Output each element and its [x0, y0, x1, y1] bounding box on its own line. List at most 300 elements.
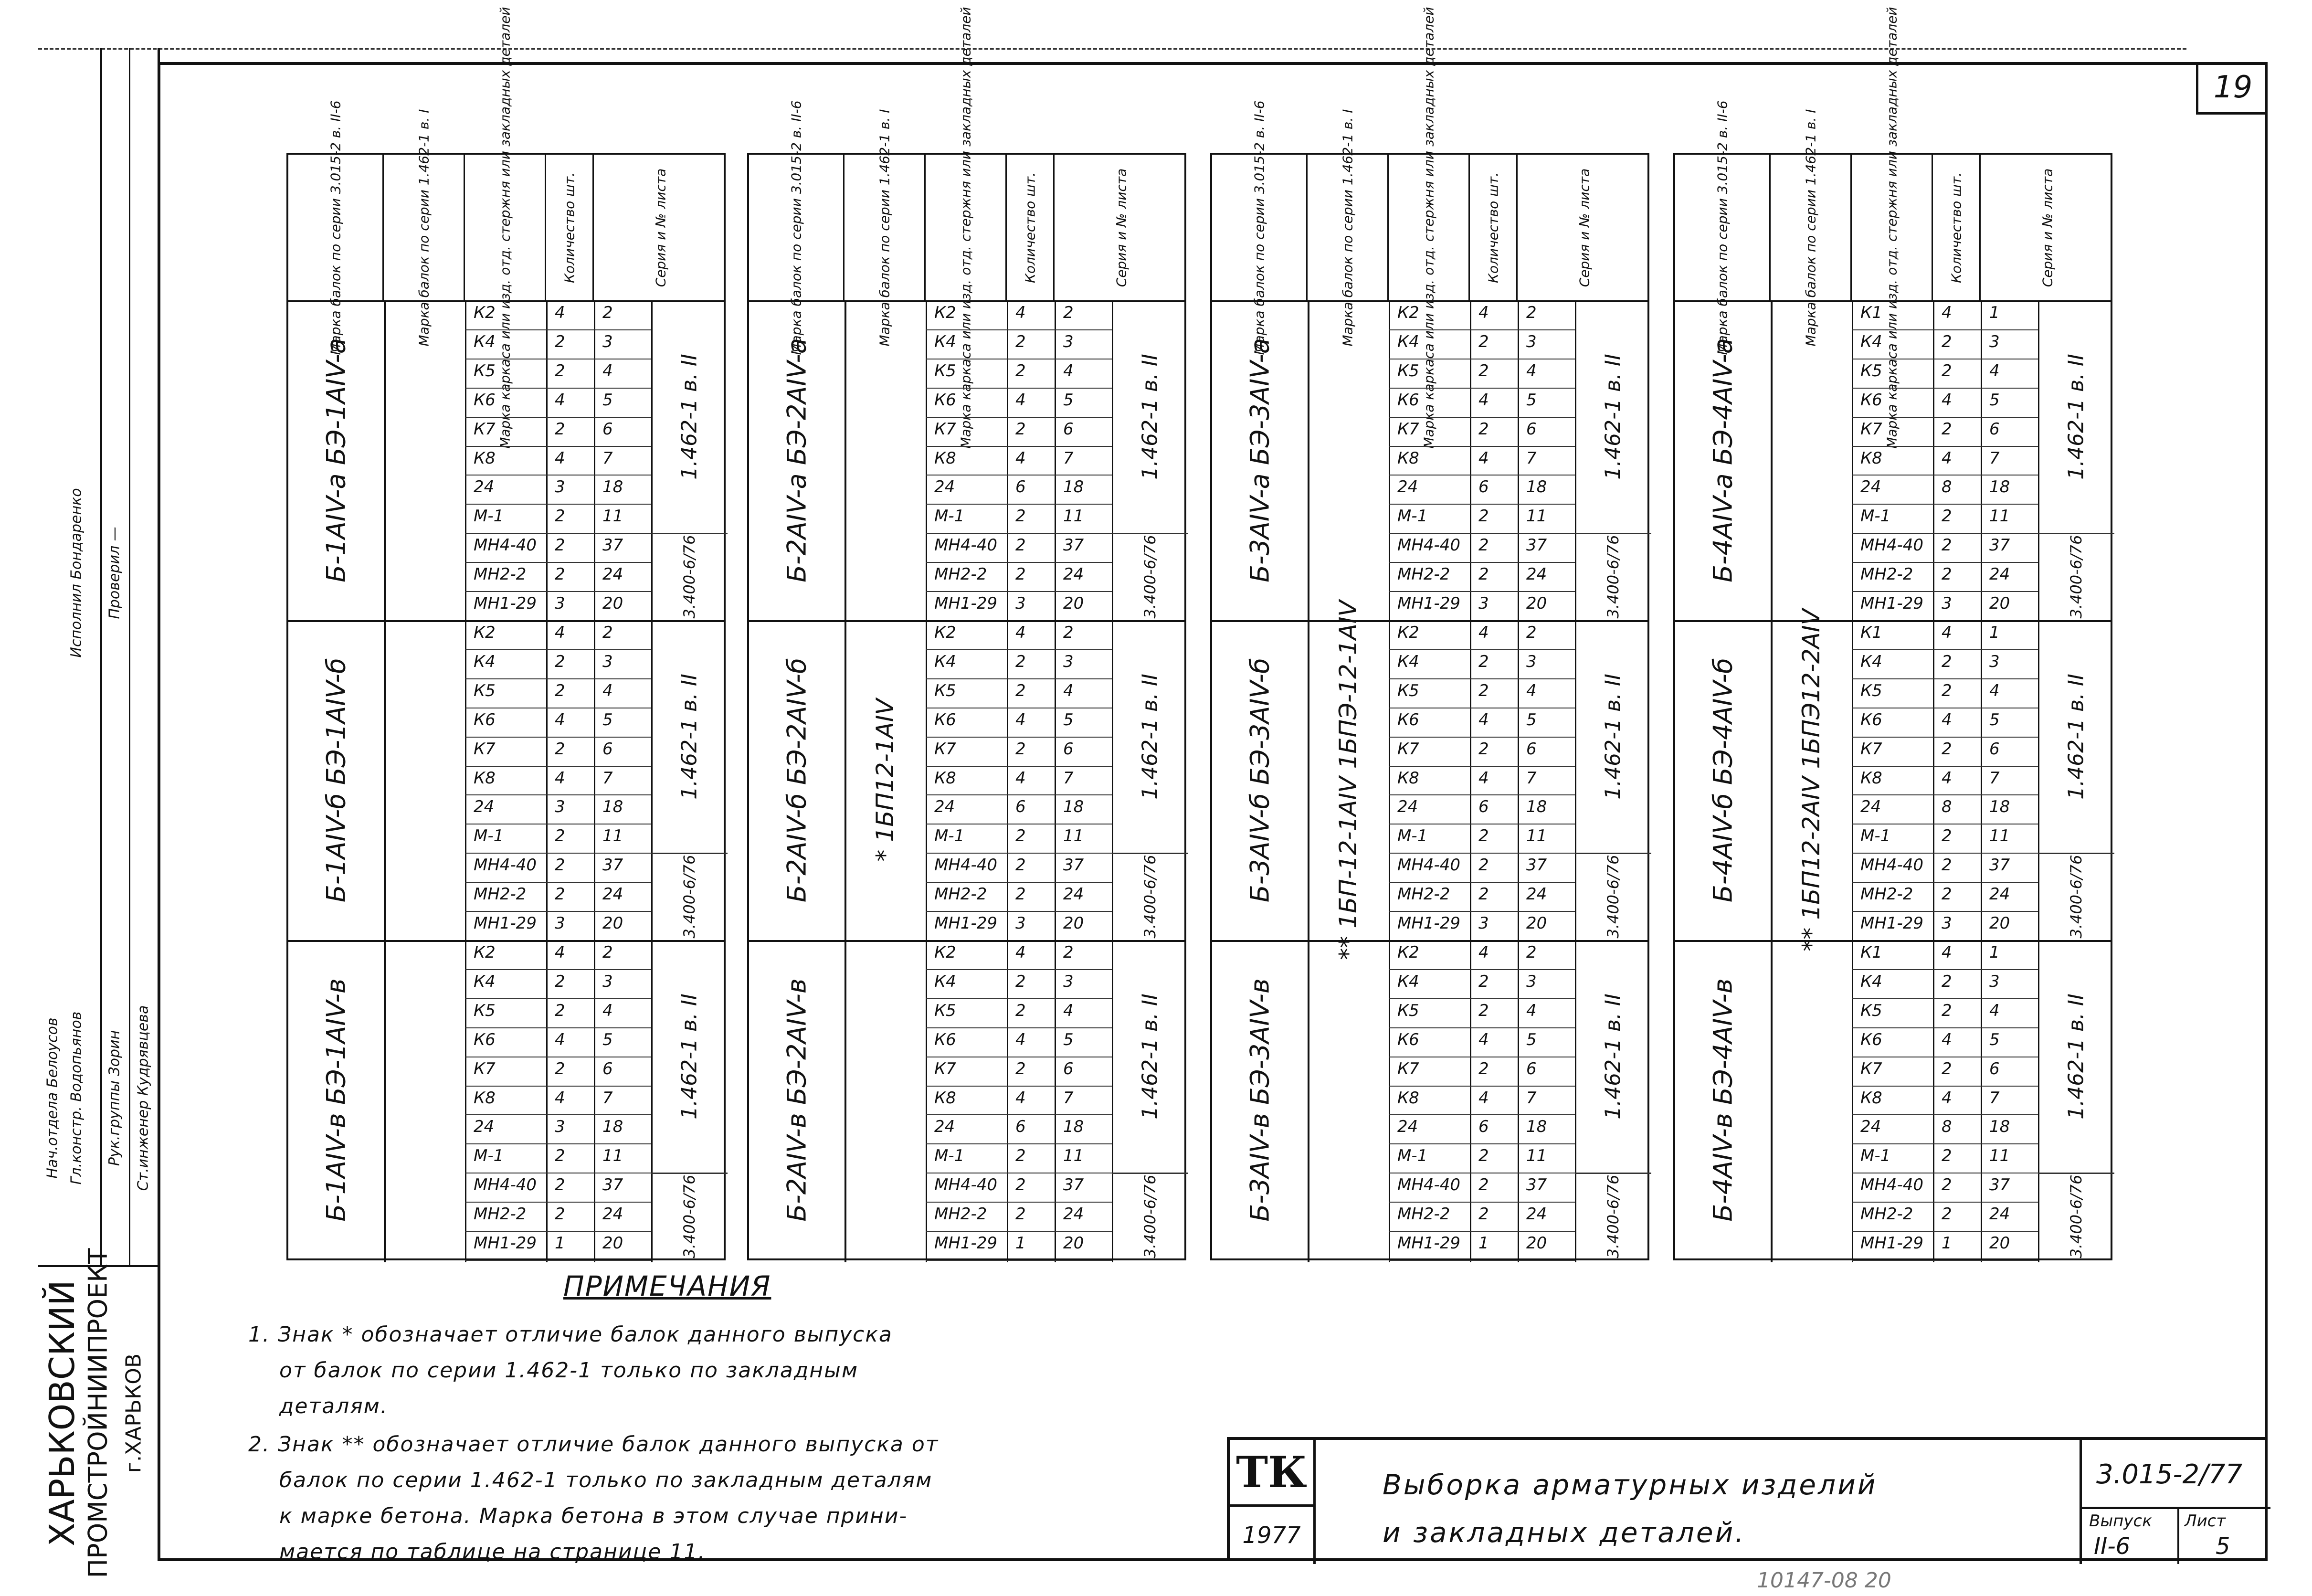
row-rule — [926, 911, 1112, 912]
row-rule — [926, 794, 1112, 795]
note-line-2: от балок по серии 1.462-1 только по закладным — [279, 1358, 859, 1383]
table-cell: 2 — [555, 1001, 565, 1020]
row-rule — [1389, 1086, 1575, 1087]
table-cell: 11 — [1063, 1146, 1084, 1166]
row-rule — [465, 1231, 651, 1232]
column-rule — [465, 300, 466, 1262]
column-rule — [1575, 300, 1576, 1262]
table-cell: 4 — [1942, 768, 1952, 788]
row-rule — [1852, 1086, 2038, 1087]
table-cell: 2 — [555, 739, 565, 759]
row-rule — [926, 998, 1112, 999]
table-cell: 5 — [1063, 390, 1074, 410]
table-cell: 3 — [1478, 594, 1489, 613]
group-separator — [749, 620, 1184, 622]
table-cell: МН2-2 — [1397, 1205, 1450, 1224]
group-separator — [1675, 940, 2111, 942]
row-rule — [1852, 562, 2038, 563]
table-cell: 4 — [1015, 710, 1026, 729]
table-cell: К8 — [1860, 448, 1882, 468]
header-text: Марка балок по серии 1.462-1 в. I — [1802, 109, 1818, 346]
row-rule — [1389, 1231, 1575, 1232]
table-cell: 24 — [1063, 885, 1084, 904]
table-cell: М-1 — [934, 1146, 965, 1166]
row-rule — [465, 417, 651, 418]
table-cell: К2 — [474, 943, 496, 962]
row-rule — [465, 853, 651, 854]
table-cell: 18 — [602, 797, 623, 817]
table-cell: 2 — [1942, 1146, 1952, 1166]
table-cell: 6 — [1526, 1059, 1537, 1078]
table-cell: 4 — [1015, 1030, 1026, 1049]
ref-rule — [2038, 1173, 2114, 1174]
header-text: Марка балок по серии 1.462-1 в. I — [876, 109, 892, 346]
table-cell: К6 — [934, 710, 956, 729]
row-rule — [926, 882, 1112, 883]
column-rule — [594, 300, 595, 1262]
title-line-2: и закладных деталей. — [1383, 1516, 1746, 1549]
table-cell: 24 — [1397, 797, 1418, 817]
table-cell: К8 — [1860, 1088, 1882, 1108]
table-cell: 4 — [555, 710, 565, 729]
row-rule — [465, 794, 651, 795]
table-cell: 6 — [1015, 797, 1026, 817]
header-text: Серия и № листа — [1113, 168, 1130, 287]
table-cell: 24 — [1989, 885, 2010, 904]
table-cell: М-1 — [1860, 1146, 1891, 1166]
doc-info-divider — [2082, 1507, 2270, 1509]
table-cell: К7 — [474, 1059, 496, 1078]
table-cell: 2 — [1015, 507, 1026, 526]
column-rule — [926, 300, 927, 1262]
table-cell: 20 — [1989, 914, 2010, 933]
table-cell: МН2-2 — [1397, 885, 1450, 904]
row-rule — [1852, 998, 2038, 999]
row-rule — [1852, 1260, 2038, 1261]
column-rule — [1981, 300, 1982, 1262]
table-cell: 2 — [555, 1146, 565, 1166]
row-rule — [1389, 533, 1575, 534]
header-cell — [1055, 155, 1188, 300]
series-ref-extra: 3.400-6/76 — [1604, 1174, 1622, 1258]
ref-rule — [651, 853, 728, 854]
header-text: Марка каркаса или изд. отд. стержня или закладных деталей — [957, 6, 973, 449]
table-cell: К5 — [474, 361, 496, 381]
table-cell: 2 — [1478, 856, 1489, 875]
table-cell: 2 — [1478, 826, 1489, 846]
series-1462-note: ** 1БП12-2АIV 1БПЭ12-2АIV — [1797, 609, 1825, 951]
row-rule — [1389, 475, 1575, 476]
issue-label: Выпуск — [2089, 1511, 2152, 1531]
table-cell: 3 — [1526, 972, 1537, 991]
table-cell: 2 — [1478, 1059, 1489, 1078]
year: 1977 — [1230, 1507, 1316, 1564]
table-cell: К6 — [474, 1030, 496, 1049]
table-cell: 3 — [555, 477, 565, 497]
table-cell: 6 — [1015, 477, 1026, 497]
table-cell: 2 — [1015, 1205, 1026, 1224]
table-cell: МН1-29 — [474, 594, 537, 613]
table-cell: МН2-2 — [1860, 1205, 1913, 1224]
table-cell: МН4-40 — [1397, 856, 1461, 875]
table-cell: 11 — [1989, 1146, 2010, 1166]
group-separator — [288, 940, 724, 942]
table-cell: МН4-40 — [934, 856, 998, 875]
note-line-3: деталям. — [279, 1394, 388, 1418]
header-text: Марка балок по серии 1.462-1 в. I — [415, 109, 432, 346]
row-rule — [1389, 737, 1575, 738]
table-cell: 5 — [1063, 1030, 1074, 1049]
table-cell: 6 — [1478, 477, 1489, 497]
row-rule — [926, 562, 1112, 563]
series-ref-extra: 3.400-6/76 — [1141, 855, 1159, 939]
row-rule — [1852, 737, 2038, 738]
beam-mark: Б-4АIV-б БЭ-4АIV-б — [1708, 657, 1738, 903]
column-rule — [2038, 300, 2039, 1262]
table-cell: 37 — [1063, 856, 1084, 875]
table-cell: 24 — [1989, 1205, 2010, 1224]
table-cell: К6 — [474, 710, 496, 729]
table-cell: 2 — [1478, 652, 1489, 671]
row-rule — [926, 969, 1112, 970]
row-rule — [1389, 1027, 1575, 1028]
table-cell: 2 — [1015, 826, 1026, 846]
table-cell: 20 — [1063, 914, 1084, 933]
table-cell: К5 — [1397, 681, 1419, 700]
table-cell: К5 — [1397, 1001, 1419, 1020]
group-separator — [288, 620, 724, 622]
row-rule — [465, 1027, 651, 1028]
header-cell — [1675, 100, 1771, 355]
table-cell: 11 — [602, 1146, 623, 1166]
table-cell: 18 — [1526, 797, 1547, 817]
sheet-number: 19 — [2196, 62, 2268, 115]
table-cell: 4 — [1942, 943, 1952, 962]
stamp-row-2: Гл.констр. Водопьянов — [68, 1011, 85, 1185]
table-cell: К7 — [1397, 739, 1419, 759]
table-cell: 4 — [1015, 1088, 1026, 1108]
table-cell: 18 — [1989, 797, 2010, 817]
table-cell: 5 — [602, 390, 613, 410]
table-cell: 2 — [1942, 826, 1952, 846]
table-cell: 11 — [602, 826, 623, 846]
table-cell: МН1-29 — [934, 594, 998, 613]
table-cell: 3 — [1063, 652, 1074, 671]
row-rule — [465, 591, 651, 592]
table-cell: К7 — [1860, 1059, 1882, 1078]
table-cell: К2 — [1397, 943, 1419, 962]
table-cell: 24 — [1063, 565, 1084, 584]
beam-mark: Б-1АIV-а БЭ-1АIV-а — [321, 338, 351, 583]
row-rule — [465, 1260, 651, 1261]
table-cell: 4 — [555, 390, 565, 410]
org-name-line2: ПРОМСТРОЙНИИПРОЕКТ — [83, 1248, 113, 1578]
table-cell: 24 — [602, 565, 623, 584]
table-cell: 2 — [602, 943, 613, 962]
table-cell: 3 — [1989, 332, 2000, 351]
table-cell: 2 — [1015, 1146, 1026, 1166]
row-rule — [926, 766, 1112, 767]
table-block-4 — [1673, 6, 2112, 1260]
table-cell: 2 — [1015, 1175, 1026, 1195]
column-rule — [845, 300, 846, 1262]
table-cell: К2 — [474, 303, 496, 322]
row-rule — [926, 737, 1112, 738]
table-cell: 2 — [1015, 361, 1026, 381]
row-rule — [1389, 1260, 1575, 1261]
header-cell — [1933, 155, 1981, 300]
series-ref-extra: 3.400-6/76 — [680, 855, 698, 939]
table-cell: 2 — [555, 681, 565, 700]
column-rule — [1007, 300, 1008, 1262]
ref-rule — [651, 1173, 728, 1174]
table-cell: К2 — [934, 303, 956, 322]
header-text: Марка каркаса или изд. отд. стержня или закладных деталей — [1883, 6, 1900, 449]
table-cell: 2 — [1942, 885, 1952, 904]
table-cell: 2 — [1478, 681, 1489, 700]
table-cell: 2 — [1942, 681, 1952, 700]
table-cell: 4 — [1478, 303, 1489, 322]
table-cell: 6 — [602, 419, 613, 439]
table-cell: 24 — [1526, 1205, 1547, 1224]
table-cell: К5 — [474, 681, 496, 700]
table-cell: 4 — [602, 1001, 613, 1020]
table-cell: 1 — [1989, 943, 2000, 962]
ref-rule — [651, 533, 728, 534]
row-rule — [1852, 766, 2038, 767]
table-cell: К4 — [934, 332, 956, 351]
header-cell — [845, 109, 926, 346]
table-cell: 6 — [1063, 419, 1074, 439]
table-cell: 8 — [1942, 797, 1952, 817]
table-cell: 18 — [602, 1117, 623, 1137]
beam-mark: Б-3АIV-в БЭ-3АIV-в — [1245, 978, 1275, 1222]
table-cell: 3 — [555, 594, 565, 613]
table-cell: 5 — [602, 1030, 613, 1049]
table-cell: 24 — [1063, 1205, 1084, 1224]
table-cell: М-1 — [474, 826, 504, 846]
table-cell: 4 — [1063, 681, 1074, 700]
table-cell: М-1 — [1860, 507, 1891, 526]
stamp-divider-2 — [129, 48, 130, 1265]
issue-value: II-6 — [2094, 1533, 2131, 1560]
table-cell: МН4-40 — [474, 1175, 537, 1195]
table-cell: 4 — [555, 623, 565, 642]
note-line-1: 1. Знак * обозначает отличие балок данного выпуска — [248, 1322, 893, 1347]
table-cell: К4 — [1860, 332, 1882, 351]
table-cell: 24 — [602, 885, 623, 904]
table-cell: 3 — [1478, 914, 1489, 933]
table-cell: К7 — [1860, 419, 1882, 439]
table-cell: 6 — [1015, 1117, 1026, 1137]
table-cell: 4 — [1478, 943, 1489, 962]
header-text: Количество шт. — [561, 172, 577, 283]
row-rule — [1389, 388, 1575, 389]
header-rule — [1212, 300, 1647, 302]
table-cell: МН4-40 — [474, 856, 537, 875]
table-cell: К6 — [1860, 1030, 1882, 1049]
note-line-4: 2. Знак ** обозначает отличие балок данного выпуска от — [248, 1432, 939, 1457]
table-cell: К5 — [1860, 681, 1882, 700]
table-cell: 24 — [474, 477, 495, 497]
row-rule — [926, 1027, 1112, 1028]
row-rule — [465, 504, 651, 505]
header-text: Серия и № листа — [653, 168, 669, 287]
table-cell: 2 — [1942, 361, 1952, 381]
table-cell: 4 — [1942, 303, 1952, 322]
top-border — [38, 48, 2186, 50]
table-cell: 2 — [555, 536, 565, 555]
table-cell: 24 — [1860, 797, 1881, 817]
table-cell: К8 — [1397, 1088, 1419, 1108]
table-cell: 20 — [602, 1234, 623, 1253]
stamp-row-1: Нач.отдела Белоусов — [44, 1017, 61, 1179]
beam-mark: Б-1АIV-в БЭ-1АIV-в — [321, 978, 351, 1222]
beam-mark: Б-4АIV-а БЭ-4АIV-а — [1708, 338, 1738, 583]
org-name-line1: ХАРЬКОВСКИЙ — [42, 1280, 82, 1546]
table-cell: 2 — [555, 1175, 565, 1195]
table-cell: 2 — [1478, 419, 1489, 439]
row-rule — [926, 504, 1112, 505]
header-cell — [1771, 109, 1852, 346]
table-cell: К8 — [1397, 448, 1419, 468]
table-cell: 2 — [1526, 623, 1537, 642]
header-text: Серия и № листа — [1576, 168, 1593, 287]
table-cell: 18 — [1063, 477, 1084, 497]
header-text: Марка балок по серии 1.462-1 в. I — [1339, 109, 1355, 346]
table-cell: 2 — [1478, 332, 1489, 351]
table-cell: К4 — [1397, 332, 1419, 351]
group-separator — [1675, 620, 2111, 622]
series-ref-extra: 3.400-6/76 — [680, 1174, 698, 1258]
table-cell: МН2-2 — [474, 565, 527, 584]
table-cell: 2 — [1942, 1175, 1952, 1195]
table-cell: 7 — [602, 448, 613, 468]
table-cell: К8 — [934, 448, 956, 468]
bottom-code: 10147-08 20 — [1757, 1568, 1891, 1593]
column-rule — [1389, 300, 1390, 1262]
row-rule — [1389, 591, 1575, 592]
table-cell: 37 — [602, 1175, 623, 1195]
table-cell: 2 — [1942, 419, 1952, 439]
row-rule — [465, 533, 651, 534]
table-cell: 4 — [1015, 448, 1026, 468]
doc-code: 3.015-2/77 — [2096, 1459, 2243, 1490]
row-rule — [1852, 911, 2038, 912]
table-cell: М-1 — [1860, 826, 1891, 846]
table-cell: 3 — [1942, 594, 1952, 613]
table-cell: 4 — [1478, 1088, 1489, 1108]
table-cell: 18 — [1989, 1117, 2010, 1137]
table-cell: К6 — [934, 390, 956, 410]
table-cell: М-1 — [474, 1146, 504, 1166]
row-rule — [1852, 417, 2038, 418]
header-cell — [1007, 155, 1055, 300]
table-cell: МН2-2 — [934, 1205, 987, 1224]
column-rule — [1112, 300, 1113, 1262]
column-rule — [1055, 300, 1056, 1262]
table-cell: 5 — [1526, 1030, 1537, 1049]
table-cell: 6 — [1478, 1117, 1489, 1137]
table-cell: 24 — [602, 1205, 623, 1224]
row-rule — [1389, 562, 1575, 563]
table-cell: 4 — [555, 1030, 565, 1049]
table-cell: 2 — [1942, 536, 1952, 555]
table-cell: 24 — [474, 797, 495, 817]
header-cell — [1308, 109, 1389, 346]
table-cell: К7 — [1397, 419, 1419, 439]
series-ref: 1.462-1 в. II — [1138, 993, 1162, 1120]
table-cell: 24 — [934, 477, 955, 497]
row-rule — [465, 649, 651, 650]
series-ref: 1.462-1 в. II — [1601, 993, 1626, 1120]
table-cell: 2 — [555, 856, 565, 875]
title-line-1: Выборка арматурных изделий — [1383, 1469, 1878, 1501]
ref-rule — [2038, 853, 2114, 854]
table-cell: К6 — [1397, 390, 1419, 410]
table-cell: 24 — [1860, 477, 1881, 497]
table-cell: 37 — [1526, 536, 1547, 555]
row-rule — [1389, 794, 1575, 795]
table-cell: 4 — [1942, 390, 1952, 410]
table-cell: 2 — [1015, 1059, 1026, 1078]
column-rule — [1933, 300, 1934, 1262]
table-cell: К1 — [1860, 623, 1882, 642]
table-cell: 24 — [1397, 1117, 1418, 1137]
row-rule — [1852, 1143, 2038, 1144]
notes-title: ПРИМЕЧАНИЯ — [563, 1270, 771, 1302]
ref-rule — [1112, 853, 1188, 854]
table-cell: 5 — [1526, 390, 1537, 410]
table-cell: 18 — [1063, 797, 1084, 817]
table-cell: К2 — [934, 623, 956, 642]
table-cell: К4 — [1860, 652, 1882, 671]
table-cell: МН4-40 — [474, 536, 537, 555]
table-cell: 11 — [1526, 507, 1547, 526]
table-cell: К2 — [474, 623, 496, 642]
table-cell: К4 — [1397, 652, 1419, 671]
table-cell: 3 — [555, 914, 565, 933]
header-text: Количество шт. — [1948, 172, 1964, 283]
row-rule — [926, 1231, 1112, 1232]
table-cell: 7 — [1063, 448, 1074, 468]
table-cell: МН1-29 — [474, 914, 537, 933]
table-cell: К5 — [1860, 361, 1882, 381]
table-cell: 2 — [1478, 507, 1489, 526]
table-cell: 7 — [1526, 768, 1537, 788]
issue-divider — [2177, 1507, 2179, 1564]
header-rule — [288, 300, 724, 302]
table-cell: 20 — [1063, 1234, 1084, 1253]
table-cell: 2 — [1015, 856, 1026, 875]
table-cell: К4 — [1397, 972, 1419, 991]
table-cell: 2 — [1478, 361, 1489, 381]
table-cell: МН1-29 — [1860, 594, 1924, 613]
series-ref: 1.462-1 в. II — [677, 993, 702, 1120]
table-cell: 37 — [1989, 1175, 2010, 1195]
table-cell: 24 — [1397, 477, 1418, 497]
table-cell: К6 — [1860, 710, 1882, 729]
column-rule — [546, 300, 548, 1262]
column-rule — [1470, 300, 1471, 1262]
table-cell: МН2-2 — [934, 885, 987, 904]
row-rule — [926, 329, 1112, 330]
table-cell: 3 — [602, 332, 613, 351]
beam-mark: Б-2АIV-в БЭ-2АIV-в — [781, 978, 812, 1222]
series-ref: 1.462-1 в. II — [1138, 673, 1162, 800]
row-rule — [1389, 504, 1575, 505]
table-cell: 20 — [1989, 1234, 2010, 1253]
